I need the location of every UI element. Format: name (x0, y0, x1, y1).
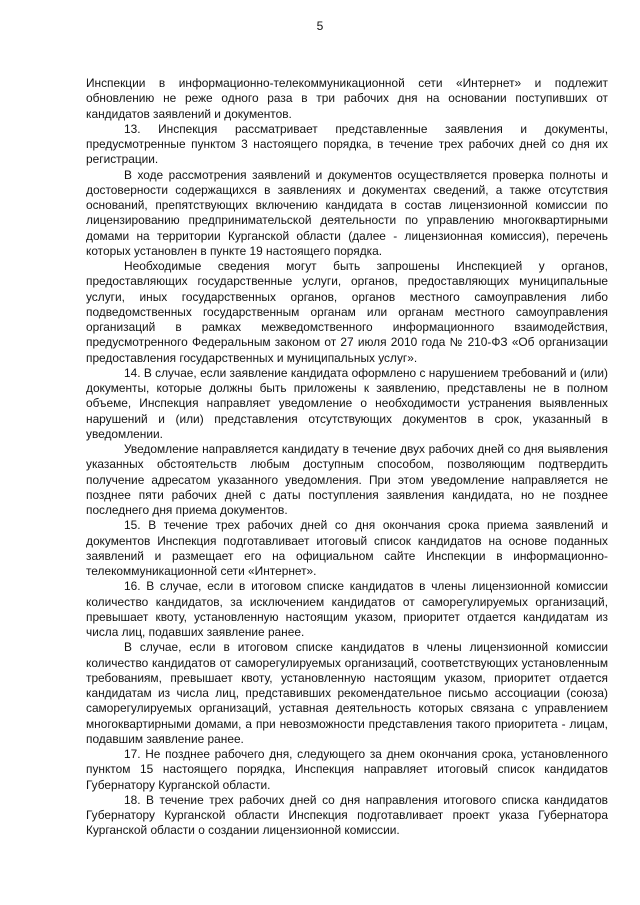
paragraph-review-scope: В ходе рассмотрения заявлений и документов осуществляется проверка полноты и достоверности содержащихся в заявлениях и документах сведений, а также отсутствия оснований, препятствующих включению кандидата в состав лицензионной комиссии по лицензированию предпринимательской деятельности по управлению многоквартирными домами на территории Курганской области (далее - лицензионная комиссия), перечень которых установлен в пункте 19 настоящего порядка. (86, 167, 608, 258)
paragraph-continuation: Инспекции в информационно-телекоммуникационной сети «Интернет» и подлежит обновлению не реже одного раза в три рабочих дня на основании поступивших от кандидатов заявлений и документов. (86, 76, 608, 121)
paragraph-item-16: 16. В случае, если в итоговом списке кандидатов в члены лицензионной комиссии количество кандидатов, за исключением кандидатов от саморегулируемых организаций, превышает квоту, установленную настоящим указом, приоритет отдается кандидатам из числа лиц, подавших заявление ранее. (86, 579, 608, 639)
page-number: 5 (316, 19, 324, 33)
paragraph-item-14: 14. В случае, если заявление кандидата оформлено с нарушением требований и (или) документы, которые должны быть приложены к заявлению, представлены не в полном объеме, Инспекция направляет уведомление о необходимости устранения выявленных нарушений и (или) представления отсутствующих документов в срок, указанный в уведомлении. (86, 365, 608, 441)
paragraph-item-13: 13. Инспекция рассматривает представленные заявления и документы, предусмотренные пунктом 3 настоящего порядка, в течение трех рабочих дней со дня их регистрации. (86, 121, 608, 167)
document-body (86, 76, 608, 839)
paragraph-item-17: 17. Не позднее рабочего дня, следующего за днем окончания срока, установленного пунктом 15 настоящего порядка, Инспекция направляет итоговый список кандидатов Губернатору Курганской области. (86, 747, 608, 792)
paragraph-notification: Уведомление направляется кандидату в течение двух рабочих дней со дня выявления указанных обстоятельств любым доступным способом, позволяющим подтвердить получение адресатом указанного уведомления. При этом уведомление направляется не позднее пяти рабочих дней с даты поступления заявления кандидата, но не позднее последнего дня приема документов. (86, 442, 608, 517)
paragraph-item-15: 15. В течение трех рабочих дней со дня окончания срока приема заявлений и документов Инспекция подготавливает итоговый список кандидатов на основе поданных заявлений и размещает его на официальном сайте Инспекции в информационно-телекоммуникационной сети «Интернет». (86, 518, 608, 578)
paragraph-item-18: 18. В течение трех рабочих дней со дня направления итогового списка кандидатов Губернатору Курганской области Инспекция подготавливает проект указа Губернатора Курганской области о создании лицензионной комиссии. (86, 792, 608, 838)
paragraph-sro-priority: В случае, если в итоговом списке кандидатов в члены лицензионной комиссии количество кандидатов от саморегулируемых организаций, соответствующих установленным требованиям, превышает квоту, установленную настоящим указом, приоритет отдается кандидатам из числа лиц, представивших рекомендательное письмо ассоциации (союза) саморегулируемых организаций, уставная деятельность которых связана с управлением многоквартирными домами, а при невозможности представления такого приоритета - лицам, подавшим заявление ранее. (86, 640, 608, 746)
paragraph-information-requests: Необходимые сведения могут быть запрошены Инспекцией у органов, предоставляющих государственные услуги, органов, предоставляющих муниципальные услуги, иных государственных органов, органов местного самоуправления либо подведомственных государственным органам или органам местного самоуправления организаций в рамках межведомственного информационного взаимодействия, предусмотренного Федеральным законом от 27 июля 2010 года № 210-ФЗ «Об организации предоставления государственных и муниципальных услуг». (86, 259, 608, 365)
